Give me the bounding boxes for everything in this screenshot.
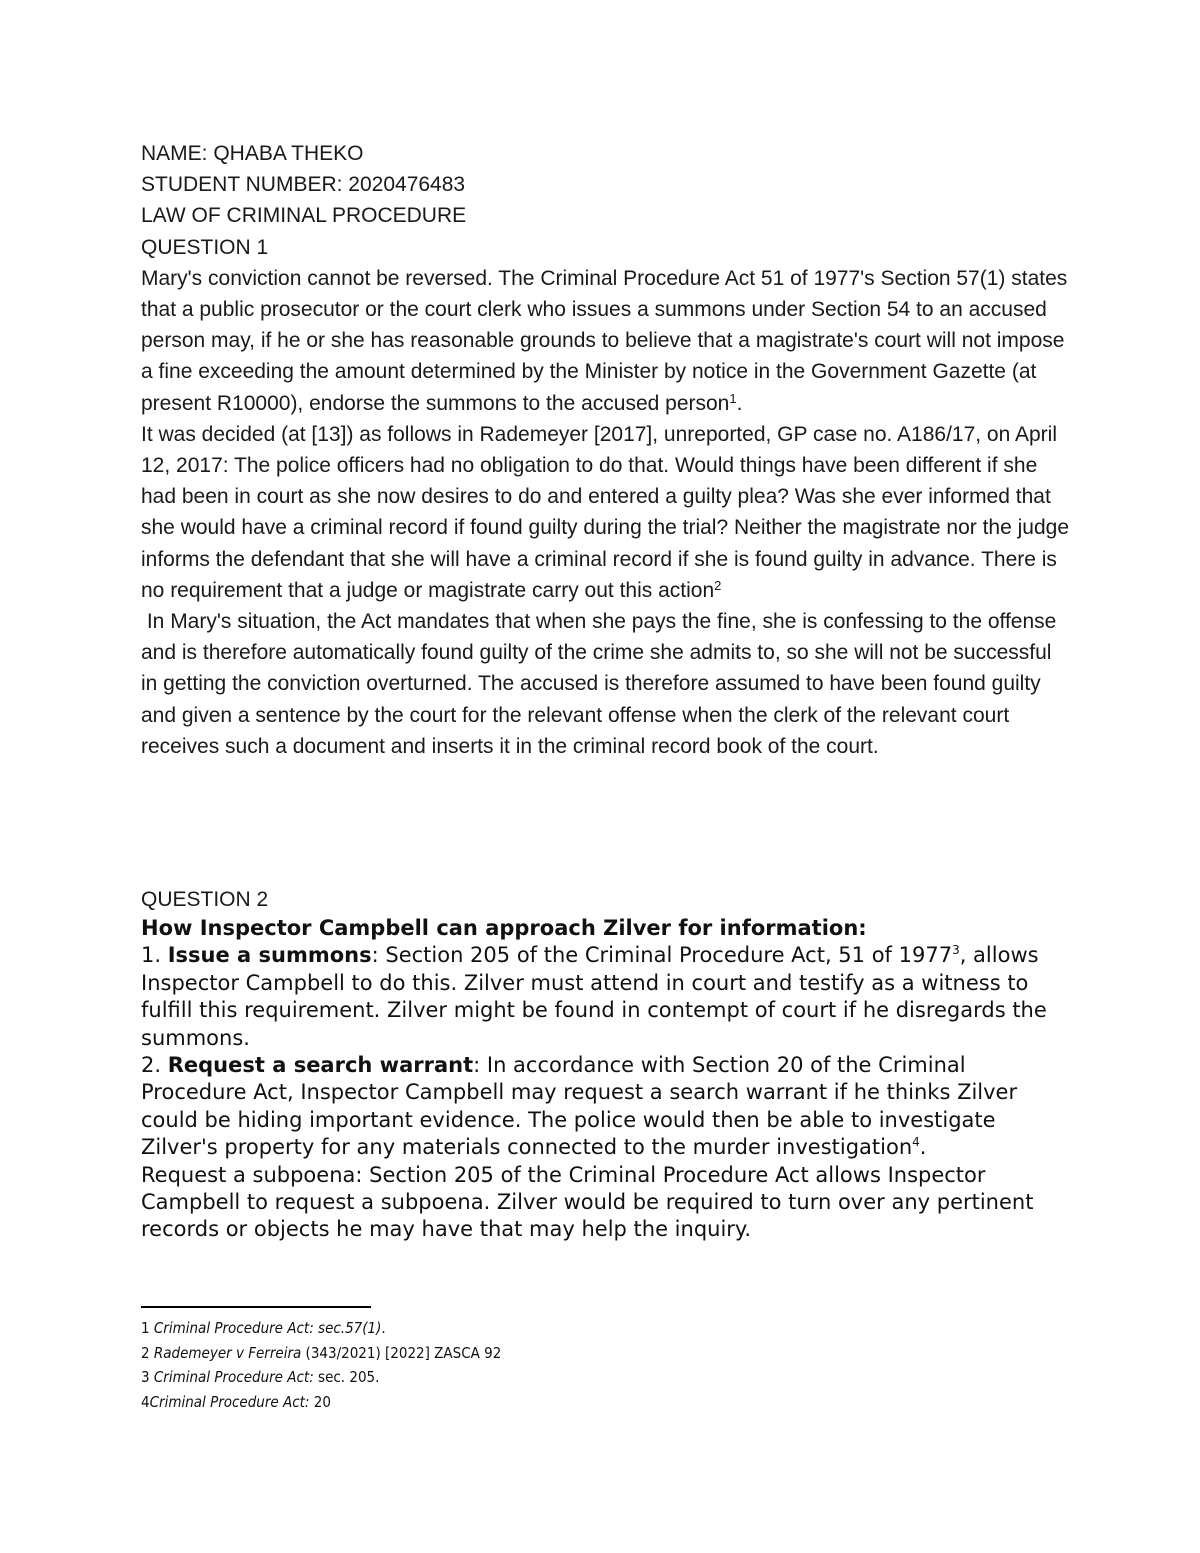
- paragraph-end: .: [736, 391, 743, 415]
- footnote-source: Rademeyer v Ferreira: [153, 1343, 302, 1362]
- question-1-paragraph-3: [141, 606, 1071, 762]
- footnote-source: Criminal Procedure Act: sec.57(1): [153, 1319, 382, 1337]
- footnote-detail: .: [381, 1319, 386, 1337]
- footnote-4: [141, 1390, 841, 1415]
- footnote-ref-3: 3: [952, 943, 960, 958]
- question-2-item-1: [141, 942, 1071, 1052]
- footnote-detail: (343/2021) [2022] ZASCA 92: [301, 1343, 502, 1362]
- item-end: .: [919, 1135, 927, 1160]
- subheading-text: How Inspector Campbell can approach Zilver for information:: [141, 916, 867, 940]
- footnote-1: [141, 1316, 841, 1341]
- footnote-number: 2: [141, 1343, 154, 1362]
- question-2-item-3: Request a subpoena: Section 205 of the Criminal Procedure Act allows Inspector Campbell to request a subpoena. Zilver would be required to turn over any pertinent records or objects he may have that may help the inquiry.: [141, 1162, 1034, 1242]
- paragraph-text: Mary's conviction cannot be reversed. The Criminal Procedure Act 51 of 1977's Section 57(1) states that a public prosecutor or the court clerk who issues a summons under Section 54 to an accused person may, if he or she has reasonable grounds to believe that a magistrate's court will not impose a fine exceeding the amount determined by the Minister by notice in the Government Gazette (at present R10000), endorse the summons to the accused person: [141, 266, 1068, 415]
- footnote-ref-2: 2: [714, 577, 722, 593]
- footnote-detail: sec. 205.: [313, 1368, 380, 1386]
- item-text-cont: , allows Inspector Campbell to do this. Zilver must attend in court and testify as a witness to fulfill this requirement. Zilver might be found in contempt of court if he disregards the summons.: [141, 943, 1047, 1050]
- footnote-3: [141, 1365, 841, 1390]
- paragraph-text: In Mary's situation, the Act mandates that when she pays the fine, she is confessing to the offense and is therefore automatically found guilty of the crime she admits to, so she will not be successful in getting the conviction overturned. The accused is therefore assumed to have been found guilty and given a sentence by the court for the relevant offense when the clerk of the relevant court receives such a document and inserts it in the criminal record book of the court.: [141, 610, 1057, 758]
- item-number: 1.: [141, 943, 168, 968]
- footnote-number: 3: [141, 1368, 154, 1386]
- item-title: Issue a summons: [167, 943, 372, 968]
- student-name: NAME: QHABA THEKO: [141, 142, 364, 165]
- item-number: 2.: [141, 1053, 168, 1078]
- question-1-section: [141, 138, 1071, 762]
- item-text: : In accordance with Section 20 of the Criminal Procedure Act, Inspector Campbell may request a search warrant if he thinks Zilver could be hiding important evidence. The police would then be able to investigate Zilver's property for any materials connected to the murder investigation: [141, 1053, 1018, 1160]
- question-1-paragraph-1: [141, 263, 1071, 419]
- footnote-ref-4: 4: [912, 1135, 920, 1150]
- footnote-detail: 20: [309, 1392, 331, 1411]
- footnote-number: 1: [141, 1319, 154, 1337]
- question-2-section: [141, 915, 1071, 1244]
- question-1-paragraph-2: [141, 419, 1071, 606]
- footnote-source: Criminal Procedure Act:: [149, 1392, 310, 1411]
- item-title: Request a search warrant: [167, 1053, 474, 1078]
- footnote-source: Criminal Procedure Act:: [153, 1368, 314, 1386]
- footnote-ref-1: 1: [729, 390, 737, 406]
- footnote-2: [141, 1341, 841, 1366]
- student-number: STUDENT NUMBER: 2020476483: [141, 173, 466, 197]
- item-text: : Section 205 of the Criminal Procedure Act, 51 of 1977: [371, 943, 953, 968]
- footnote-number: 4: [141, 1392, 150, 1411]
- footnotes: [141, 1316, 841, 1414]
- paragraph-text: It was decided (at [13]) as follows in Rademeyer [2017], unreported, GP case no. A186/17, on April 12, 2017: The police officers had no obligation to do that. Would things have been different if she had been in court as she now desires to do and entered a guilty plea? Was she ever informed that she would have a criminal record if found guilty during the trial? Neither the magistrate nor the judge informs the defendant that she will have a criminal record if she is found guilty in advance. There is no requirement that a judge or magistrate carry out this action: [141, 422, 1070, 602]
- question-1-heading: QUESTION 1: [141, 235, 269, 259]
- question-2-item-2: [141, 1052, 1071, 1162]
- footnote-divider: [141, 1306, 371, 1308]
- question-2-heading: QUESTION 2: [141, 888, 269, 911]
- course-title: LAW OF CRIMINAL PROCEDURE: [141, 204, 467, 228]
- question-2-subheading: [141, 915, 1071, 942]
